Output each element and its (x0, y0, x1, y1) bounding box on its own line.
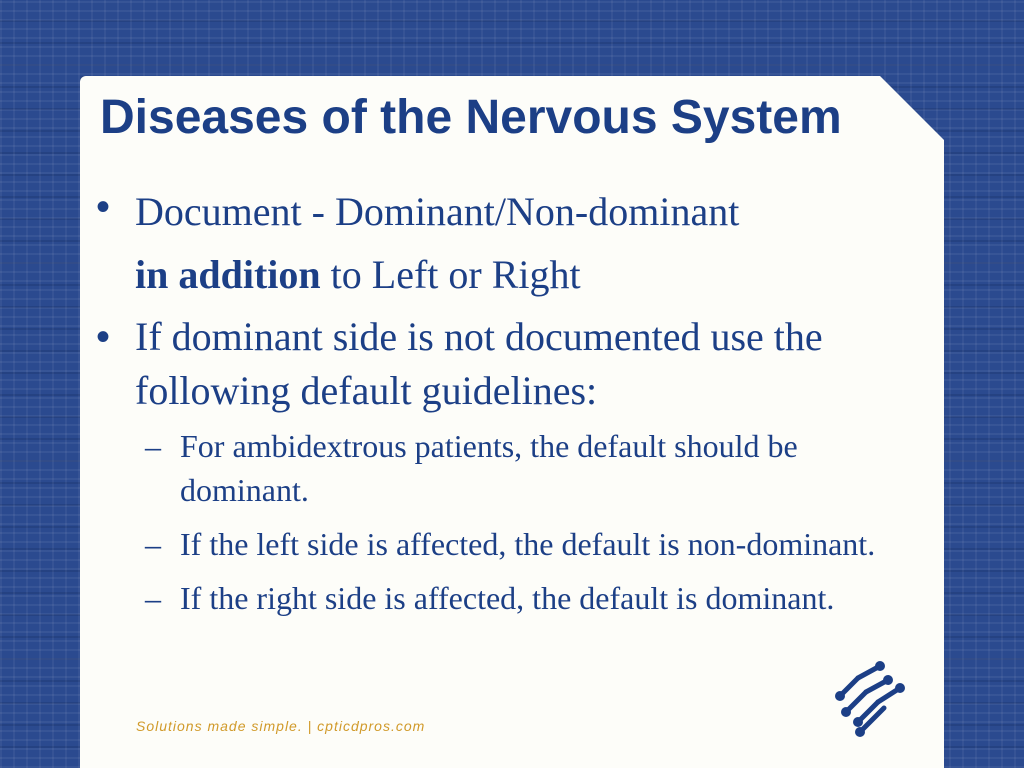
emphasis-text: in addition (135, 252, 321, 297)
bullet-item-default-guidelines (96, 310, 926, 620)
sub-bullet-right-side (135, 576, 920, 620)
sub-bullet-text: If the left side is affected, the default is non-dominant. (180, 526, 876, 562)
sub-bullet-text: For ambidextrous patients, the default should be dominant. (180, 428, 798, 508)
sub-bullet-dash: – (145, 526, 161, 562)
bullet-text: If dominant side is not documented use the following default guidelines: (135, 314, 823, 413)
bullet-item-document (96, 180, 926, 306)
sub-bullet-list (135, 424, 926, 620)
sub-bullet-text: If the right side is affected, the default is dominant. (180, 580, 835, 616)
sub-bullet-left-side (135, 522, 920, 566)
footer-tagline: Solutions made simple. | cpticdpros.com (136, 718, 426, 734)
sub-bullet-dash: – (145, 580, 161, 616)
sub-bullet-dash: – (145, 428, 161, 464)
bullet-line-1: Document - Dominant/Non-dominant (135, 189, 740, 234)
circuit-hand-logo-icon (826, 656, 910, 740)
bullet-marker: • (96, 185, 111, 229)
bullet-list (96, 180, 926, 630)
slide-title: Diseases of the Nervous System (100, 91, 842, 144)
sub-bullet-ambidextrous (135, 424, 920, 512)
bullet-line-2-rest: to Left or Right (320, 252, 581, 297)
bullet-marker: • (96, 315, 111, 359)
bullet-line-2 (135, 243, 926, 306)
